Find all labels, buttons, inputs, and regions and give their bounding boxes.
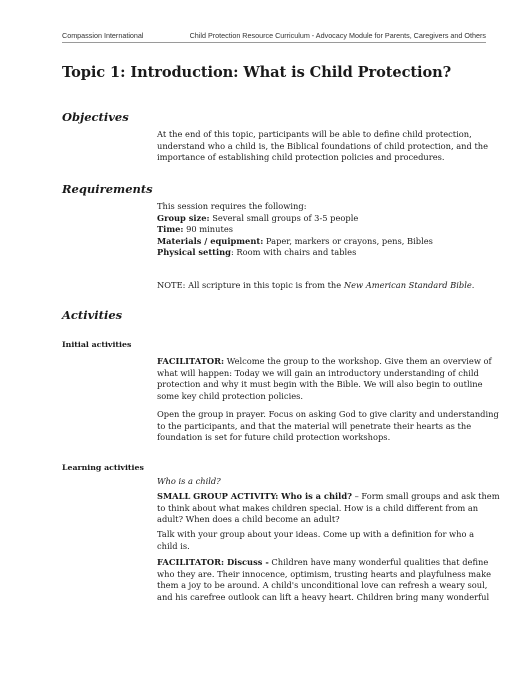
initial-facilitator-text: FACILITATOR: Welcome the group to the workshop. Give them an overview of what will happen: Today we will gain an introductory understanding of child protection and why it must begin with the Bible. We will also begin to outline some key child protection policies. (157, 356, 492, 401)
requirement-item: Physical setting: Room with chairs and tables (157, 247, 357, 257)
objectives-heading: Objectives (62, 110, 129, 124)
requirements-intro: This session requires the following: (157, 201, 307, 211)
activities-heading: Activities (62, 308, 123, 322)
requirements-heading: Requirements (62, 182, 153, 196)
page-title: Topic 1: Introduction: What is Child Protection? (62, 64, 452, 81)
objectives-text: At the end of this topic, participants will be able to define child protection, understand who a child is, the Biblical foundations of child protection, and the importance of establishing child protection policies and procedures. (157, 129, 489, 162)
requirement-item: Group size: Several small groups of 3-5 people (157, 212, 359, 223)
header-org-name: Compassion International (62, 31, 144, 40)
who-is-child-heading: Who is a child? (157, 476, 221, 486)
facilitator-discuss-text: FACILITATOR: Discuss - Children have many wonderful qualities that define who they are. Their innocence, optimism, trusting hearts and playfulness make them a joy to be around. A child's unconditional love can refresh a weary soul, and his carefree outlook can lift a heavy heart. Children bring many wonderful (157, 557, 492, 602)
learning-activities-label: Learning activities (62, 463, 144, 472)
header-curriculum-title: Child Protection Resource Curriculum - Advocacy Module for Parents, Caregivers and Others (189, 31, 486, 40)
talk-with-group-text: Talk with your group about your ideas. Come up with a definition for who a child is. (157, 529, 475, 551)
page-header (62, 31, 486, 43)
scripture-note: NOTE: All scripture in this topic is from the New American Standard Bible. (157, 280, 475, 290)
small-group-activity-text: SMALL GROUP ACTIVITY: Who is a child? – Form small groups and ask them to think about what makes children special. How is a child different from an adult? When does a child become an adult? (157, 491, 500, 524)
requirement-item: Materials / equipment: Paper, markers or crayons, pens, Bibles (157, 235, 433, 246)
initial-activities-label: Initial activities (62, 340, 132, 349)
requirements-list (157, 201, 487, 259)
requirement-item: Time: 90 minutes (157, 224, 233, 234)
opening-prayer-text: Open the group in prayer. Focus on asking God to give clarity and understanding to the participants, and that the material will penetrate their hearts as the foundation is set for future child protection workshops. (157, 409, 499, 442)
